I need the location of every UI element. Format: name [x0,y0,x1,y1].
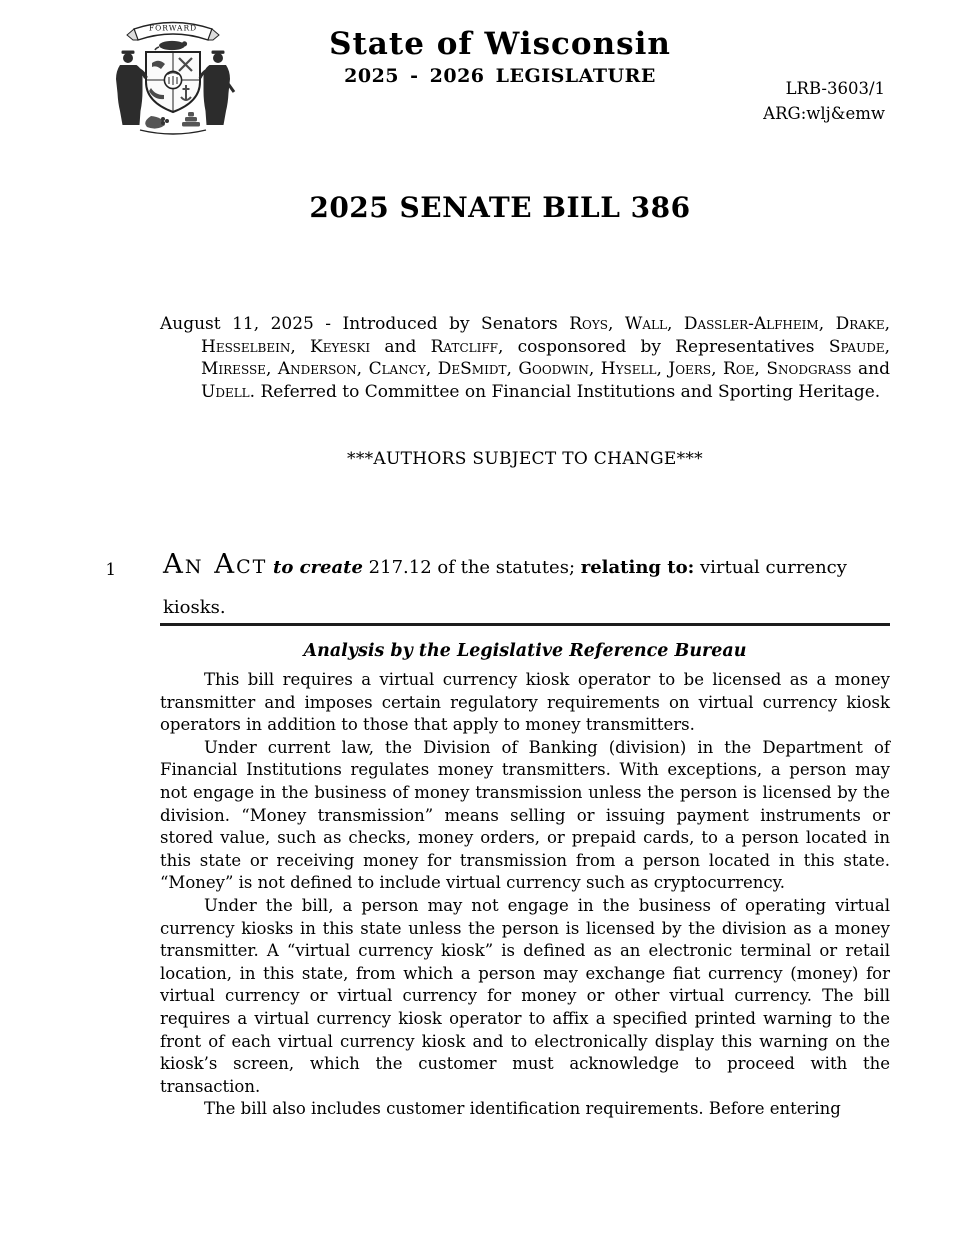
seal-motto: FORWARD [148,23,198,33]
analysis-body [160,669,890,1121]
analysis-paragraph: The bill also includes customer identification requirements. Before entering [204,1099,841,1119]
analysis-heading: Analysis by the Legislative Reference Bureau [303,641,747,661]
analysis-paragraph: Under the bill, a person may not engage in the business of operating virtual currency kiosks in this state unless the person is licensed by the division as a money transmitter. A “virtual currency kiosk” is defined as an electronic terminal or retail location, in this state, from which a person may exchange fiat currency (money) for virtual currency or virtual currency for money or other virtual currency. The bill requires a virtual currency kiosk operator to affix a specified printed warning to the front of each virtual currency kiosk and to electronically display this warning on the kiosk’s screen, which the customer must acknowledge to proceed with the transaction. [160,895,890,1096]
state-title: State of Wisconsin [329,26,671,62]
analysis-paragraph: This bill requires a virtual currency kiosk operator to be licensed as a money transmitter and imposes certain regulatory requirements on virtual currency kiosk operators in addition to those that apply to money transmitters. [160,670,890,735]
divider-rule [160,623,890,626]
introduction-paragraph: August 11, 2025 - Introduced by Senators Roys, Wall, Dassler-Alfheim, Drake, Hesselbein, Keyeski and Ratcliff, cosponsored by Representatives Spaude, Miresse, Anderson, Clancy, DeSmidt, Goodwin, Hysell, Joers, Roe, Snodgrass and Udell. Referred to Committee on Financial Institutions and Sporting Heritage. [160,314,891,402]
legislature-line: 2025 - 2026 LEGISLATURE [344,65,656,87]
lrb-block [763,76,885,126]
drafter-code: ARG:wlj&emw [763,104,885,123]
authors-note: ***AUTHORS SUBJECT TO CHANGE*** [347,449,703,469]
lrb-number: LRB-3603/1 [785,79,885,98]
bill-title: 2025 SENATE BILL 386 [309,191,691,224]
analysis-paragraph: Under current law, the Division of Banking (division) in the Department of Financial Institutions regulates money transmitters. With exceptions, a person may not engage in the business of money transmission unless the person is licensed by the division. “Money transmission” means selling or issuing payment instruments or stored value, such as checks, money orders, or prepaid cards, to a person located in this state or receiving money for transmission from a person located in this state. “Money” is not defined to include virtual currency such as cryptocurrency. [160,737,890,893]
act-text: An Act to create 217.12 of the statutes; relating to: virtual currency kiosks. [163,548,847,618]
act-line-number: 1 [105,560,116,579]
